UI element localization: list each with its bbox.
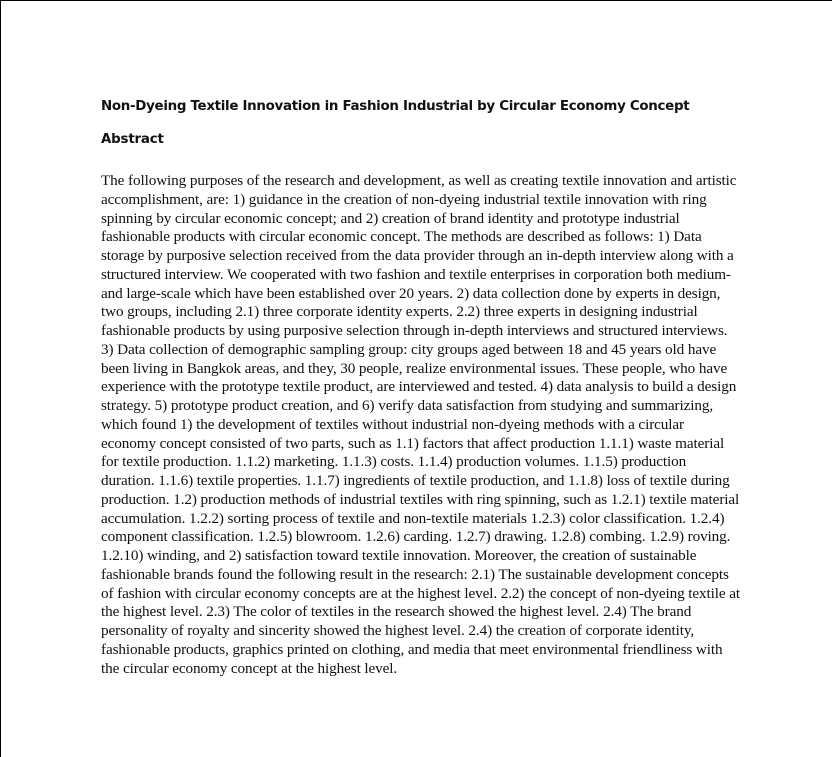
abstract-heading: Abstract	[101, 132, 164, 147]
abstract-body: The following purposes of the research and development, as well as creating textile innovation and artistic accomplishment, are: 1) guidance in the creation of non-dyeing industrial textile innovation with ring spinning by circular economic concept; and 2) creation of brand identity and prototype industrial fashionable products with circular economic concept. The methods are described as follows: 1) Data storage by purposive selection received from the data provider through an in-depth interview along with a structured interview. We cooperated with two fashion and textile enterprises in corporation both medium- and large-scale which have been established over 20 years. 2) data collection done by experts in design, two groups, including 2.1) three corporate identity experts. 2.2) three experts in designing industrial fashionable products by using purposive selection through in-depth interviews and structured interviews. 3) Data collection of demographic sampling group: city groups aged between 18 and 45 years old have been living in Bangkok areas, and they, 30 people, realize environmental issues. These people, who have experience with the prototype textile product, are interviewed and tested. 4) data analysis to build a design strategy. 5) prototype product creation, and 6) verify data satisfaction from studying and summarizing, which found 1) the development of textiles without industrial non-dyeing methods with a circular economy concept consisted of two parts, such as 1.1) factors that affect production 1.1.1) waste material for textile production. 1.1.2) marketing. 1.1.3) costs. 1.1.4) production volumes. 1.1.5) production duration. 1.1.6) textile properties. 1.1.7) ingredients of textile production, and 1.1.8) loss of textile during production. 1.2) production methods of industrial textiles with ring spinning, such as 1.2.1) textile material accumulation. 1.2.2) sorting process of textile and non-textile materials 1.2.3) color classification. 1.2.4) component classification. 1.2.5) blowroom. 1.2.6) carding. 1.2.7) drawing. 1.2.8) combing. 1.2.9) roving. 1.2.10) winding, and 2) satisfaction toward textile innovation. Moreover, the creation of sustainable fashionable brands found the following result in the research: 2.1) The sustainable development concepts of fashion with circular economy concepts are at the highest level. 2.2) the concept of non-dyeing textile at the highest level. 2.3) The color of textiles in the research showed the highest level. 2.4) The brand personality of royalty and sincerity showed the highest level. 2.4) the creation of corporate identity, fashionable products, graphics printed on clothing, and media that meet environmental friendliness with the circular economy concept at the highest level.	[101, 172, 740, 677]
document-title: Non-Dyeing Textile Innovation in Fashion Industrial by Circular Economy Concept	[101, 99, 690, 114]
